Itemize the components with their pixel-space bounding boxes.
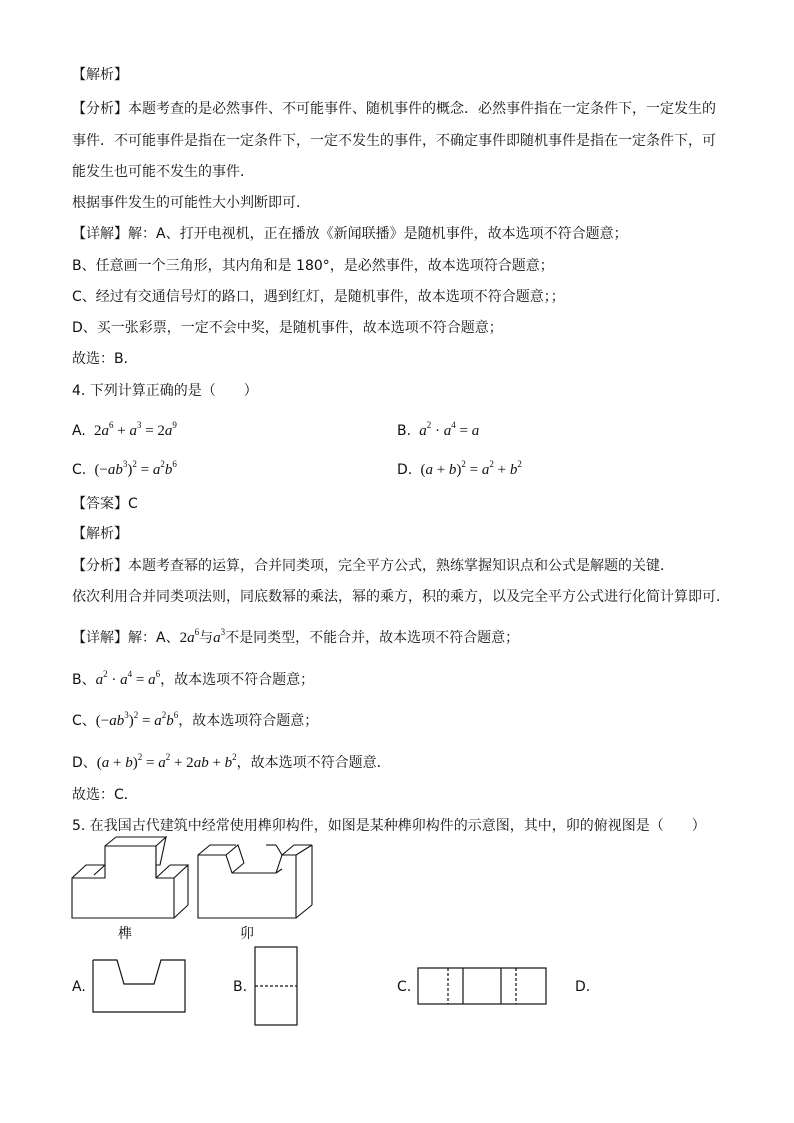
option-a-label: A. [72, 423, 86, 439]
option-b-label: B. [397, 423, 412, 439]
detail-q4-a-prefix: 【详解】解：A、 [72, 630, 180, 646]
detail-q4-d-prefix: D、 [72, 755, 97, 771]
detail-q4-c-formula: $(-ab^3)^2 = a^2b^6$ [95, 710, 179, 729]
choice-line: 故选：B． [72, 351, 138, 367]
detail-q4-c-prefix: C、 [72, 713, 96, 729]
detail-q4-d-suffix: ，故本选项不符合题意． [236, 755, 391, 771]
analysis-line-2: 事件．不可能事件是指在一定条件下，一定不发生的事件，不确定事件即随机事件是指在一定条件下，可 [72, 133, 716, 149]
detail-q4-a-formula-2: $a^3$ [213, 627, 226, 646]
option-c-formula: $(-ab^3)^2 = a^2b^6$ [94, 459, 177, 478]
detail-q4-d-formula: $(a + b)^2 = a^2 + 2ab + b^2$ [96, 752, 237, 771]
section-jiexi-heading-2: 【解析】 [72, 526, 128, 542]
mortise-figure [196, 843, 316, 923]
option-b-formula: $a^2 \cdot a^4 = a$ [415, 420, 480, 439]
analysis-line-4: 根据事件发生的可能性大小判断即可． [72, 195, 310, 211]
question-4-stem: 4. 下列计算正确的是（ ） [72, 383, 258, 399]
detail-q4-b-formula: $a^2 \cdot a^4 = a^6$ [95, 669, 161, 688]
tenon-figure [70, 843, 190, 923]
option-a-formula: $2a^6 + a^3 = 2a^9$ [93, 420, 177, 439]
detail-q4-a [72, 623, 519, 648]
detail-q4-c [72, 706, 318, 731]
view-option-d-label: D. [575, 979, 591, 995]
option-c-label: C. [72, 462, 87, 478]
section-jiexi-heading: 【解析】 [72, 67, 128, 83]
detail-q4-b-suffix: ，故本选项不符合题意； [160, 672, 315, 688]
detail-line-a: 【详解】解：A、打开电视机，正在播放《新闻联播》是随机事件，故本选项不符合题意； [72, 226, 628, 242]
analysis-line-q4-2: 依次利用合并同类项法则，同底数幂的乘法，幂的乘方，积的乘方，以及完全平方公式进行化简计算即可． [72, 589, 730, 605]
option-a [72, 416, 177, 441]
detail-line-b: B、任意画一个三角形，其内角和是 180°，是必然事件，故本选项符合题意； [72, 258, 554, 274]
detail-q4-a-mid: 与 [199, 630, 214, 646]
tenon-label: 榫 [118, 926, 132, 942]
detail-line-c: C、经过有交通信号灯的路口，遇到红灯，是随机事件，故本选项不符合题意；； [72, 289, 565, 305]
view-option-a [92, 959, 186, 1013]
detail-q4-c-suffix: ，故本选项符合题意； [178, 713, 319, 729]
view-option-b-label: B. [233, 979, 248, 995]
option-c [72, 455, 177, 480]
detail-q4-d [72, 748, 391, 773]
view-option-c [417, 967, 547, 1005]
detail-q4-a-suffix: 不是同类型，不能合并，故本选项不符合题意； [225, 630, 520, 646]
option-d-formula: $(a + b)^2 = a^2 + b^2$ [420, 459, 522, 478]
analysis-line-3: 能发生也可能不发生的事件． [72, 164, 254, 180]
option-b [397, 416, 479, 441]
option-d-label: D. [397, 462, 413, 478]
view-option-a-label: A. [72, 979, 86, 995]
detail-q4-b [72, 665, 314, 690]
analysis-line-q4-1: 【分析】本题考查幂的运算，合并同类项，完全平方公式，熟练掌握知识点和公式是解题的关键． [72, 558, 674, 574]
option-d [397, 455, 522, 480]
view-option-c-label: C. [397, 979, 412, 995]
mortise-label: 卯 [240, 926, 254, 942]
detail-line-d: D、买一张彩票，一定不会中奖，是随机事件，故本选项不符合题意； [72, 320, 503, 336]
answer-line: 【答案】C [72, 496, 138, 512]
view-option-b [254, 946, 298, 1026]
detail-q4-b-prefix: B、 [72, 672, 96, 688]
analysis-line-1: 【分析】本题考查的是必然事件、不可能事件、随机事件的概念．必然事件指在一定条件下，一定发生的 [72, 101, 716, 117]
choice-line-q4: 故选：C． [72, 787, 138, 803]
question-5-stem: 5. 在我国古代建筑中经常使用榫卯构件，如图是某种榫卯构件的示意图，其中，卯的俯视图是（ ） [72, 818, 706, 834]
detail-q4-a-formula-1: $2a^6$ [179, 627, 200, 646]
